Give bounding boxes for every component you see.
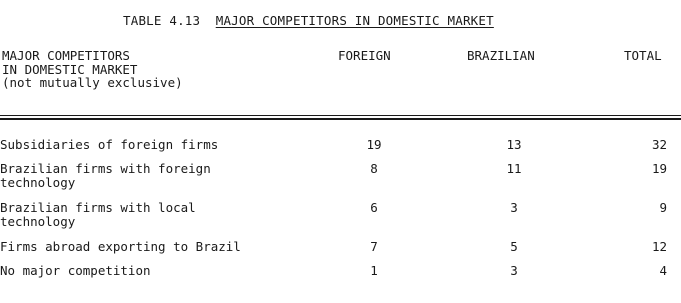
cell-foreign: 7 bbox=[370, 239, 378, 254]
cell-brazilian: 5 bbox=[510, 239, 518, 254]
cell-brazilian: 3 bbox=[510, 200, 518, 215]
table-row-label bbox=[0, 138, 290, 152]
row-label-line: Firms abroad exporting to Brazil bbox=[0, 239, 241, 254]
cell-total: 4 bbox=[659, 263, 667, 278]
row-header-label bbox=[2, 49, 183, 90]
row-label-line: technology bbox=[0, 213, 76, 229]
cell-total: 9 bbox=[659, 200, 667, 215]
column-header-foreign: FOREIGN bbox=[338, 48, 391, 63]
row-label-line: Brazilian firms with local bbox=[0, 200, 196, 215]
cell-foreign: 8 bbox=[370, 161, 378, 176]
header-rule-thick bbox=[0, 118, 681, 120]
row-label-line: Brazilian firms with foreign bbox=[0, 161, 211, 176]
cell-total: 19 bbox=[651, 161, 667, 176]
table-title-text: MAJOR COMPETITORS IN DOMESTIC MARKET bbox=[215, 13, 494, 28]
row-header-line: IN DOMESTIC MARKET bbox=[2, 61, 138, 77]
table-row-label bbox=[0, 201, 290, 228]
row-label-line: Subsidiaries of foreign firms bbox=[0, 137, 219, 152]
cell-foreign: 19 bbox=[366, 137, 382, 152]
row-header-line: (not mutually exclusive) bbox=[2, 75, 183, 90]
column-header-total: TOTAL bbox=[624, 48, 662, 63]
table-row-label bbox=[0, 264, 290, 278]
row-label-line: No major competition bbox=[0, 263, 151, 278]
header-rule-thin bbox=[0, 115, 681, 116]
row-label-line: technology bbox=[0, 174, 76, 190]
cell-foreign: 6 bbox=[370, 200, 378, 215]
cell-total: 12 bbox=[651, 239, 667, 254]
table-title bbox=[123, 14, 494, 27]
table-number: TABLE 4.13 bbox=[123, 13, 201, 28]
table-row-label bbox=[0, 240, 290, 254]
cell-brazilian: 11 bbox=[506, 161, 522, 176]
cell-total: 32 bbox=[651, 137, 667, 152]
column-header-brazilian: BRAZILIAN bbox=[467, 48, 535, 63]
cell-foreign: 1 bbox=[370, 263, 378, 278]
cell-brazilian: 3 bbox=[510, 263, 518, 278]
table-row-label bbox=[0, 162, 290, 189]
row-header-line: MAJOR COMPETITORS bbox=[2, 48, 130, 63]
cell-brazilian: 13 bbox=[506, 137, 522, 152]
